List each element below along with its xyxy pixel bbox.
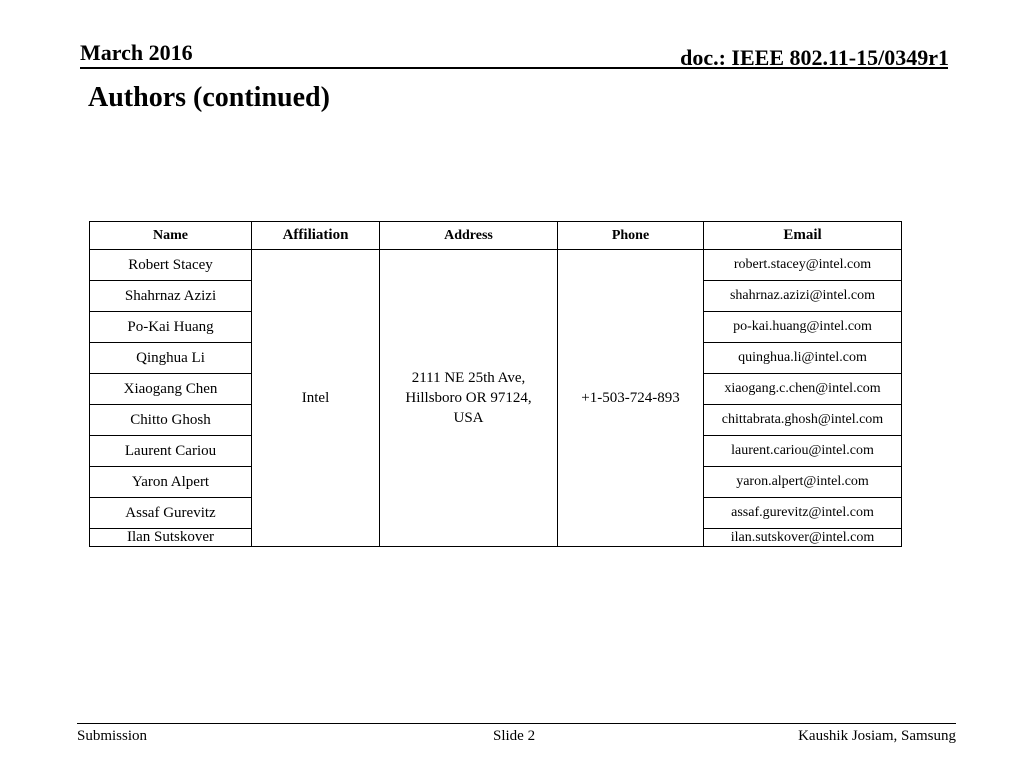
author-name: Shahrnaz Azizi (90, 281, 252, 312)
author-email: yaron.alpert@intel.com (704, 467, 902, 498)
author-name: Po-Kai Huang (90, 312, 252, 343)
column-header-email: Email (704, 222, 902, 250)
column-header-phone: Phone (558, 222, 704, 250)
footer-submission: Submission (77, 728, 148, 744)
author-name: Assaf Gurevitz (90, 498, 252, 529)
table-row (90, 250, 902, 281)
author-name: Laurent Cariou (90, 436, 252, 467)
column-header-address: Address (380, 222, 558, 250)
footer-author: Kaushik Josiam, Samsung (798, 728, 956, 744)
column-header-name: Name (90, 222, 252, 250)
author-name: Qinghua Li (90, 343, 252, 374)
author-name: Xiaogang Chen (90, 374, 252, 405)
author-email: laurent.cariou@intel.com (704, 436, 902, 467)
author-email: shahrnaz.azizi@intel.com (704, 281, 902, 312)
affiliation-cell: Intel (252, 250, 380, 547)
address-line: USA (453, 410, 484, 426)
header-date: March 2016 (80, 40, 193, 65)
address-line: Hillsboro OR 97124, (405, 390, 532, 406)
header-divider (80, 67, 948, 69)
footer-divider (77, 723, 956, 724)
slide-title: Authors (continued) (88, 82, 330, 113)
author-email: chittabrata.ghosh@intel.com (704, 405, 902, 436)
author-email: robert.stacey@intel.com (704, 250, 902, 281)
column-header-affiliation: Affiliation (252, 222, 380, 250)
author-email: ilan.sutskover@intel.com (704, 529, 902, 547)
address-cell (380, 250, 558, 547)
author-email: po-kai.huang@intel.com (704, 312, 902, 343)
phone-cell: +1-503-724-893 (558, 250, 704, 547)
authors-table (89, 221, 902, 547)
footer-slide-number: Slide 2 (493, 728, 536, 744)
author-email: assaf.gurevitz@intel.com (704, 498, 902, 529)
address-line: 2111 NE 25th Ave, (411, 370, 526, 386)
author-email: quinghua.li@intel.com (704, 343, 902, 374)
author-name: Robert Stacey (90, 250, 252, 281)
table-header-row (90, 222, 902, 250)
author-email: xiaogang.c.chen@intel.com (704, 374, 902, 405)
author-name: Yaron Alpert (90, 467, 252, 498)
author-name: Ilan Sutskover (90, 529, 252, 547)
header-doc-id: doc.: IEEE 802.11-15/0349r1 (680, 45, 949, 70)
author-name: Chitto Ghosh (90, 405, 252, 436)
